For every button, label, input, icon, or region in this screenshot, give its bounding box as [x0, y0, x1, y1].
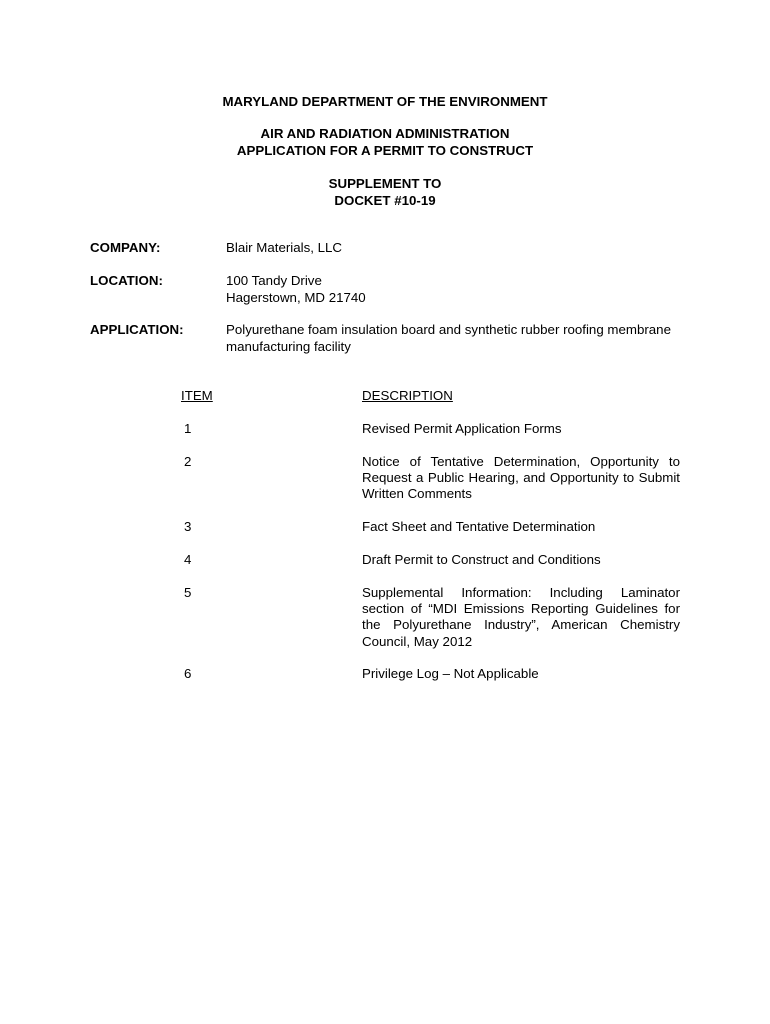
docket-heading: [0, 176, 770, 209]
description-line: section of “MDI Emissions Reporting Guidelines for: [362, 601, 680, 617]
application-line-1: Polyurethane foam insulation board and synthetic rubber roofing membrane: [226, 322, 671, 337]
application-label: APPLICATION:: [90, 322, 184, 337]
item-number: 5: [184, 585, 192, 600]
description-column-header: DESCRIPTION: [362, 388, 453, 403]
description-line: Request a Public Hearing, and Opportunity to Submit: [362, 470, 680, 486]
location-street: 100 Tandy Drive: [226, 273, 322, 288]
description-line: Council, May 2012: [362, 633, 473, 649]
description-line: Supplemental Information: Including Laminator: [362, 585, 680, 600]
item-number: 4: [184, 552, 192, 567]
application-line-2: manufacturing facility: [226, 338, 351, 354]
application-value: [226, 322, 686, 355]
department-heading: MARYLAND DEPARTMENT OF THE ENVIRONMENT: [222, 94, 548, 109]
docket-number: DOCKET #10-19: [334, 192, 436, 208]
item-column-header: ITEM: [181, 388, 213, 403]
administration-heading: [0, 126, 770, 159]
item-description: [362, 421, 680, 437]
location-city: Hagerstown, MD 21740: [226, 289, 366, 305]
description-line: Written Comments: [362, 486, 472, 502]
company-label: COMPANY:: [90, 240, 161, 255]
item-number: 3: [184, 519, 192, 534]
description-line: Revised Permit Application Forms: [362, 421, 562, 436]
description-line: Draft Permit to Construct and Conditions: [362, 552, 601, 567]
item-number: 6: [184, 666, 192, 681]
description-line: Notice of Tentative Determination, Opportunity to: [362, 454, 680, 469]
item-number: 2: [184, 454, 192, 469]
location-value: [226, 273, 686, 306]
description-line: Privilege Log – Not Applicable: [362, 666, 539, 681]
item-number: 1: [184, 421, 192, 436]
item-description: [362, 552, 680, 568]
supplement-label: SUPPLEMENT TO: [328, 176, 442, 191]
description-line: Fact Sheet and Tentative Determination: [362, 519, 596, 534]
item-description: [362, 666, 680, 682]
item-description: [362, 454, 680, 503]
description-line: the Polyurethane Industry”, American Chemistry: [362, 617, 680, 633]
item-description: [362, 585, 680, 650]
location-label: LOCATION:: [90, 273, 163, 288]
application-title: APPLICATION FOR A PERMIT TO CONSTRUCT: [236, 142, 534, 158]
item-description: [362, 519, 680, 535]
company-value: Blair Materials, LLC: [226, 240, 343, 255]
administration-name: AIR AND RADIATION ADMINISTRATION: [260, 126, 510, 141]
